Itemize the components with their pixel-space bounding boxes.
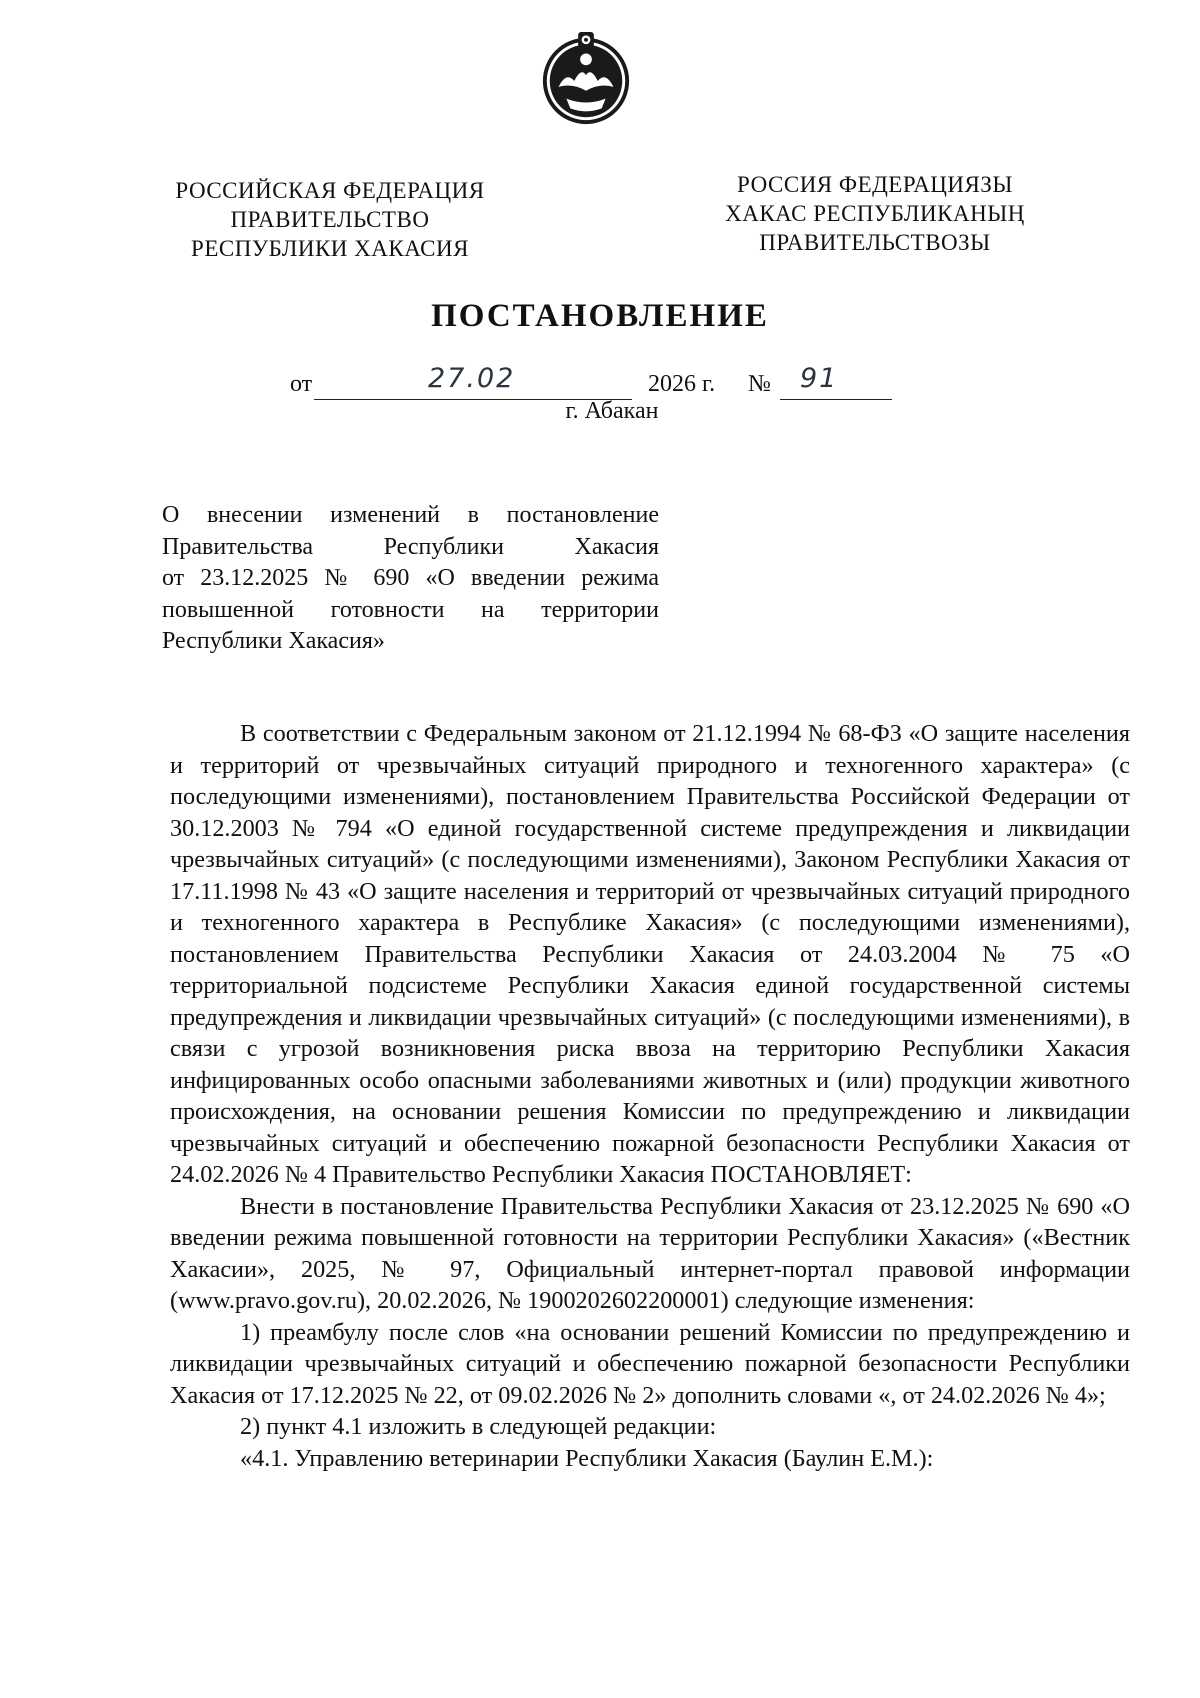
document-subject bbox=[162, 500, 659, 658]
body-paragraph: 2) пункт 4.1 изложить в следующей редакции: bbox=[240, 1413, 717, 1440]
header-right-line: ХАКАС РЕСПУБЛИКАНЫҢ bbox=[725, 201, 1025, 226]
header-left-line: ПРАВИТЕЛЬСТВО bbox=[230, 207, 430, 232]
header-right-khakas bbox=[680, 170, 1070, 257]
coat-of-arms-emblem bbox=[537, 30, 635, 128]
body-paragraph: В соответствии с Федеральным законом от 21.12.1994 № 68-ФЗ «О защите населения и территорий от чрезвычайных ситуаций природного и техногенного характера» (с последующими изменениями), постановлением Правительства Российской Федерации от 30.12.2003 № 794 «О единой государственной системе предупреждения и ликвидации чрезвычайных ситуаций» (с последующими изменениями), Законом Республики Хакасия от 17.11.1998 № 43 «О защите населения и территорий от чрезвычайных ситуаций природного и техногенного характера в Республике Хакасия» (с последующими изменениями), постановлением Правительства Республики Хакасия от 24.03.2004 № 75 «О территориальной подсистеме Республики Хакасия единой государственной системы предупреждения и ликвидации чрезвычайных ситуаций» (с последующими изменениями), в связи с угрозой возникновения риска ввоза на территорию Республики Хакасия инфицированных особо опасными заболеваниями животных и (или) продукции животного происхождения, на основании решения Комиссии по предупреждению и ликвидации чрезвычайных ситуаций и обеспечению пожарной безопасности Республики Хакасия от 24.02.2026 № 4 Правительство Республики Хакасия ПОСТАНОВЛЯЕТ: bbox=[170, 720, 1130, 1188]
header-right-line: ПРАВИТЕЛЬСТВОЗЫ bbox=[759, 230, 991, 255]
subject-line: Республики Хакасия» bbox=[162, 628, 385, 654]
handwritten-date: 27.02 bbox=[428, 363, 516, 394]
header-left-line: РЕСПУБЛИКИ ХАКАСИЯ bbox=[191, 236, 469, 261]
body-paragraph: Внести в постановление Правительства Республики Хакасия от 23.12.2025 № 690 «О введении режима повышенной готовности на территории Республики Хакасия» («Вестник Хакасии», 2025, № 97, Официальный интернет-портал правовой информации (www.pravo.gov.ru), 20.02.2026, № 1900202602200001) следующие изменения: bbox=[170, 1192, 1130, 1314]
body-paragraph: «4.1. Управлению ветеринарии Республики Хакасия (Баулин Е.М.): bbox=[240, 1444, 934, 1472]
subject-line: Правительства Республики Хакасия bbox=[162, 533, 659, 560]
city: г. Абакан bbox=[565, 398, 659, 424]
handwritten-number: 91 bbox=[800, 363, 839, 394]
document-body bbox=[170, 718, 1130, 1474]
subject-line: от 23.12.2025 № 690 «О введении режима bbox=[162, 565, 659, 591]
header-right-line: РОССИЯ ФЕДЕРАЦИЯЗЫ bbox=[737, 172, 1013, 197]
year-label: 2026 г. bbox=[648, 371, 716, 397]
body-paragraph: 1) преамбулу после слов «на основании решений Комиссии по предупреждению и ликвидации чрезвычайных ситуаций и обеспечению пожарной безопасности Республики Хакасия от 17.12.2025 № 22, от 09.02.2026 № 2» дополнить словами «, от 24.02.2026 № 4»; bbox=[170, 1318, 1130, 1409]
subject-line: повышенной готовности на территории bbox=[162, 596, 659, 623]
header-left-russian bbox=[150, 176, 510, 263]
date-number-line bbox=[0, 363, 1200, 403]
subject-line: О внесении изменений в постановление bbox=[162, 502, 659, 528]
document-type-title: ПОСТАНОВЛЕНИЕ bbox=[431, 298, 769, 334]
number-label: № bbox=[748, 371, 771, 397]
from-label: от bbox=[290, 371, 313, 397]
header-left-line: РОССИЙСКАЯ ФЕДЕРАЦИЯ bbox=[175, 178, 485, 203]
